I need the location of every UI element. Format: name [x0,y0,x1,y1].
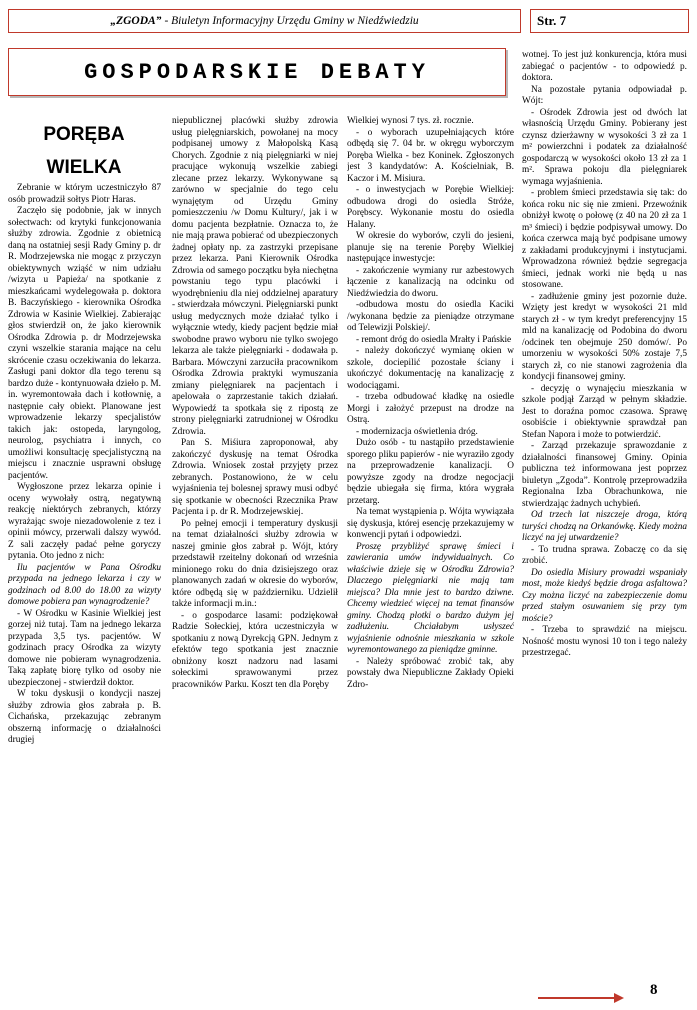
bulletin-name: „ZGODA” [110,15,162,27]
paragraph: Wygłoszone przez lekarza opinie i oceny wywołały ostrą, negatywną reakcję niektórych zebranych, którzy wyrażając swoje niezadowolenie z tez i opinii mówcy, przerwali dalszy wywód. Z sali zaczęły padać pełne goryczy pytania. Oto jedno z nich: [8,482,161,561]
paragraph: - Należy spróbować zrobić tak, aby powstały dwa Niepubliczne Zakłady Opieki Zdro- [347,656,514,690]
bulletin-subtitle: - Biuletyn Informacyjny Urzędu Gminy w Niedźwiedziu [164,15,419,27]
paragraph: - To trudna sprawa. Zobaczę co da się zrobić. [522,544,687,566]
paragraph: Na temat wystąpienia p. Wójta wywiązała się dyskusja, której esencję przekazujemy w konwencji pytań i odpowiedzi. [347,507,514,540]
article-column-4 [522,50,687,930]
paragraph: - o inwestycjach w Porębie Wielkiej: odbudowa drogi do osiedla Stróże, Porębscy. Wykonanie mostu do osiedla Halany. [347,185,514,230]
paragraph: Po pełnej emocji i temperatury dyskusji na temat działalności służby zdrowia w naszej gminie głos zabrał p. Wójt, który przedstawił rzeitelny dokonań od września minionego roku do dnia dzisiejszego oraz planowanych zadań w okresie do wyborów, które odbędą się w październiku. Udzielił także informacji m.in.: [172,518,338,609]
paragraph: - o gospodarce lasami: podziękował Radzie Sołeckiej, która uczestniczyła w spotkaniu z nową Dyrekcją GPN. Jednym z efektów tego spotkania jest znacznie obniżony koszt nadzoru nad lasami sołeckimi sprawowanymi przez pracowników Parku. Koszt ten dla Poręby [172,610,338,690]
paragraph: Zebranie w którym uczestniczyło 87 osób prowadził sołtys Piotr Haras. [8,183,161,205]
paragraph: - o wyborach uzupełniających które odbędą się 7. 04 br. w okręgu wyborczym Poręba Wielka - bez Koninek. Zgłoszonych jest 3 kandydatów: A. Kościelniak, B. Kaczor i M. Misiura. [347,127,514,184]
page-label: Str. 7 [530,9,689,33]
paragraph: - należy dokończyć wymianę okien w szkole, dociepilić pozostałe ściany i ukończyć dokumentację na kanalizację z wodociągami. [347,346,514,391]
section-title: GOSPODARSKIE DEBATY [8,48,506,96]
question-paragraph: Ilu pacjentów w Pana Ośrodku przypada na jednego lekarza i czy w godzinach od 8.00 do 18.00 za wizyty domowe pobiera pan wynagrodzenie? [8,562,161,607]
question-paragraph: Do osiedla Misiury prowadzi wspaniały most, może kiedyś będzie droga asfaltowa? Czy można liczyć na zabezpieczenie domu przed stałym osuwaniem się przy tym moście? [522,567,687,624]
paragraph: - remont dróg do osiedla Mrałty i Pańskie [356,334,512,345]
paragraph: - decyzję o wynajęciu mieszkania w szkole podjął Zarząd w pełnym składzie. Jest to doraźna pomoc czasowa. Sprawę osobiście i obiektywnie sprawdzał pan Stefan Napora i może to potwierdzić. [522,383,687,440]
page-number: 8 [650,982,658,998]
article-column-3 [347,116,514,986]
question-paragraph: Proszę przybliżyć sprawę śmieci i zawierania umów indywidualnych. Co właściwie dzieje się w Ośrodku Zdrowia? Dlaczego pielęgniarki nie mają tam miejsca? Dla mnie jest to bardzo dziwne. Chcemy wiedzieć więcej na temat finansów gminy. Chodzą plotki o bardzo dużym jej zadłużeniu. Chciałabym usłyszeć wyjaśnienie odnośnie mieszkania w szkole wyremontowanego za pieniądze gminne. [347,541,514,655]
paragraph: Na pozostałe pytania odpowiadał p. Wójt: [522,84,687,106]
paragraph: - modernizacja oświetlenia dróg. [356,426,478,437]
paragraph: Wielkiej wynosi 7 tys. zł. rocznie. [347,116,474,126]
paragraph: niepublicznej placówki służby zdrowia usług pielęgniarskich, powołanej na mocy podpisanej umowy z Małopolską Kasą Chorych. Zgodnie z nią pielęgniarki w niej pracujące wykonują wszelkie zabiegi zlecane przez lekarzy. Wykonywane są zarówno w specjalnie do tego celu wynajętym od Urzędu Gminy pomieszczeniu /w Domu Kultury/, jak i w domu pacjenta bezpłatnie. Oznacza to, że nie mają prawa pobierać od ubezpieczonych żadnej opłaty np. za zastrzyki przepisane przez lekarza. Pani Kierownik Ośrodka Zdrowia od samego początku była niechętna powstaniu tego typu placówki i wyodrębnieniu dla niej oddzielnej aparatury - stwierdzała mówczyni. Pielęgniarski punkt usług medycznych może działać tylko i wyłącznie wtedy, kiedy pacjent będzie miał swobodne prawo wyboru nie tylko swojego lekarza ale także pielęgniarki - dodawała p. Barbara. Mówczyni zarzuciła pracownikom Ośrodka Zdrowia praktyki wymuszania zmiany pielęgniarek na pacjentach i apelowała o zaprzestanie takich działań. Wypowiedź ta spotkała się z ripostą ze strony pielęgniarki zatrudnionej w Ośrodku Zdrowia. [172,116,338,437]
paragraph: wotnej. To jest już konkurencja, która musi zabiegać o pacjentów - to odpowiedź p. doktora. [522,50,687,83]
paragraph: - W Ośrodku w Kasinie Wielkiej jest gorzej niż tutaj. Tam na jednego lekarza przypada 3,5 tys. pacjentów. W godzinach pracy Ośrodka za wizyty domowe nie pobieram wynagrodzenia. Taką zapłatę biorę tylko od osoby nie ubezpieczonej - stwierdził doktor. [8,608,161,688]
paragraph: - trzeba odbudować kładkę na osiedle Morgi i założyć przepust na drodze na Ostrą. [347,392,514,425]
paragraph: Dużo osób - tu nastąpiło przedstawienie sporego pliku papierów - nie wyraziło zgody na przeprowadzenie kanalizacji. O powyższe zgody na drodze negocjacji będzie ubiegała się firma, która wygrała przetarg. [347,438,514,506]
paragraph: - zadłużenie gminy jest pozornie duże. Wzięty jest kredyt w wysokości 21 mld starych zł - w tym kredyt preferencyjny 15 mld na kanalizację od Podobina do dworu /odcinek ten obejmuje 250 domów/. Po umorzeniu w wysokości 50% zostaje 7,5 starych zł, co nie stanowi zagrożenia dla kondycji finansowej gminy. [522,291,687,382]
bulletin-header [8,9,521,33]
paragraph: - Zarząd przekazuje sprawozdanie z działalności finansowej Gminy. Opinia publiczna też informowana jest poprzez biuletyn „Zgoda”. Kontrolę przeprowadziła Regionalna Izba Obrachunkowa, nie stwierdzając żadnych uchybień. [522,441,687,509]
paragraph: - Ośrodek Zdrowia jest od dwóch lat własnością Urzędu Gminy. Pobierany jest czynsz dzierżawny w wysokości 3 zł za 1 m² powierzchni i podatek za działalność gospodarczą w wysokości około 13 zł za 1 m². Sprawa pokoju dla pielęgniarek wymaga wyjaśnienia. [522,107,687,187]
question-paragraph: Od trzech lat niszczeje droga, którą turyści chodzą na Orkanówkę. Kiedy można liczyć na jej utwardzenie? [522,510,687,543]
place-heading: PORĘBA WIELKA [43,124,125,178]
article-column-1 [8,183,161,983]
paragraph: W toku dyskusji o kondycji naszej służby zdrowia głos zabrała p. B. Cichańska, przekazując zebranym obszerną informację o działalności drugiej [8,689,161,745]
article-column-2 [172,116,338,986]
paragraph: W okresie do wyborów, czyli do jesieni, planuje się na terenie Poręby Wielkiej następujące inwestycje: [347,231,514,264]
paragraph: - Trzeba to sprawdzić na miejscu. Nośność mostu wynosi 10 ton i tego należy przestrzegać. [522,625,687,658]
paragraph: Pan S. Miśiura zaproponował, aby zakończyć dyskusję na temat Ośrodka Zdrowia. Wniosek został przyjęty przez zebranych. Postanowiono, że w celu wyjaśnienia tej bolesnej sprawy musi odbyć się spotkanie w obecności Rzecznika Praw Pacjenta i p. dr R. Modrzejewskiej. [172,438,338,517]
paragraph: Zaczęło się podobnie, jak w innych sołectwach: od krytyki funkcjonowania służby zdrowia. Zgodnie z obietnicą daną na ostatniej sesji Rady Gminy p. dr R. Modrzejewska nie mogąc z przyczyn obiektywnych wziąść w nim udziału /wizyta u Papieża/ na spotkanie z mieszkańcami wydelegowała p. doktora B. Baczyńskiego - kierownika Ośrodka Zdrowia w Kasinie Wielkiej. Zabierając głos stwierdził on, że jako kierownik Ośrodka Zdrowia p. dr Modrzejewska czyni wszelkie starania mające na celu skrócenie czasu oczekiwania do lekarza. Zasługi pani doktor dla tego terenu są bardzo duże - kontynuowała dzieło p. M. in. wyremontowała dach i kotłownię, a następnie cały obiekt. Planowane jest wprowadzenie lekarzy specjalistów takich jak: ostopeda, laryngolog, neurolog, psychiatra i innych, co umożliwi konsultację specjalistyczną na miejscu i znacznie usprawni obsługę pacjentów. [8,206,161,481]
paragraph: - zakończenie wymiany rur azbestowych łączenie z kanalizacją na odcinku od Niedźwiedzia do dworu. [347,265,514,299]
paragraph: - problem śmieci przedstawia się tak: do końca roku nic się nie zmieni. Przewoźnik obniżył kwotę o połowę (z 40 na 20 zł za 1 m³ śmieci) i będzie podpisywał umowy. Do końca czerwca mają być podpisane umowy z zakładami produkcyjnymi i instytucjami. Wprowadzona również będzie segregacja śmieci, jednak worki nie będą u nas stosowane. [522,188,687,290]
next-page-arrow-icon [538,992,624,1004]
paragraph: -odbudowa mostu do osiedla Kaciki /wykonana będzie za pieniądze otrzymane od Telewizji Polskiej/. [347,300,514,333]
